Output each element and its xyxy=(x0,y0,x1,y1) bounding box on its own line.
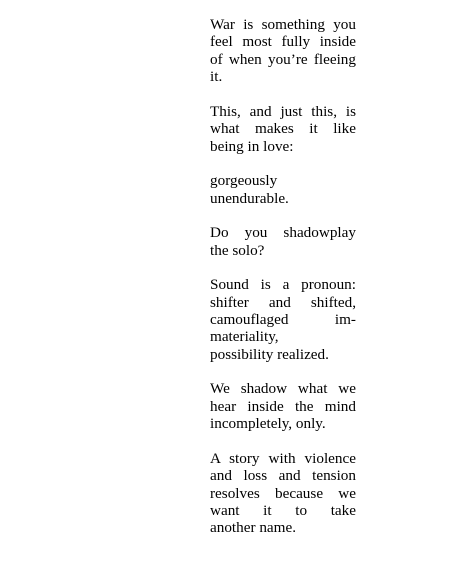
stanza-5-line-2: shifter and shifted, xyxy=(210,293,356,311)
stanza-6-line-2: hear inside the mind xyxy=(210,397,356,415)
stanza-1-line-4: it. xyxy=(210,68,223,86)
stanza-3-line-2: unendurable. xyxy=(210,189,289,207)
stanza-2 xyxy=(210,103,356,155)
stanza-7-line-2: and loss and tension xyxy=(210,467,356,485)
stanza-5 xyxy=(210,276,356,363)
stanza-6 xyxy=(210,380,356,432)
stanza-6-line-3: incompletely, only. xyxy=(210,415,326,433)
stanza-2-line-3: being in love: xyxy=(210,137,294,155)
stanza-4 xyxy=(210,224,356,259)
stanza-7-line-5: another name. xyxy=(210,519,297,537)
stanza-4-line-2: the solo? xyxy=(210,241,265,259)
stanza-2-line-2: what makes it like xyxy=(210,120,356,138)
stanza-7-line-3: resolves because we xyxy=(210,484,356,502)
stanza-1-line-1: War is something you xyxy=(210,16,356,33)
stanza-1-line-3: of when you’re fleeing xyxy=(210,50,356,68)
stanza-1-line-2: feel most fully inside xyxy=(210,33,356,51)
stanza-7-line-1: A story with violence xyxy=(210,449,356,467)
stanza-2-line-1: This, and just this, is xyxy=(210,102,356,120)
stanza-3 xyxy=(210,172,356,207)
poem-text-column xyxy=(210,16,356,554)
stanza-3-line-1: gorgeously xyxy=(210,172,278,190)
stanza-5-line-1: Sound is a pronoun: xyxy=(210,276,356,294)
stanza-7-line-4: want it to take xyxy=(210,502,356,520)
stanza-5-line-4: materiality, xyxy=(210,328,279,346)
stanza-1 xyxy=(210,16,356,86)
stanza-6-line-1: We shadow what we xyxy=(210,380,356,398)
stanza-5-line-3: camouflaged im- xyxy=(210,311,356,329)
stanza-4-line-1: Do you shadowplay xyxy=(210,224,356,242)
stanza-7 xyxy=(210,450,356,537)
stanza-5-line-5: possibility realized. xyxy=(210,345,329,363)
